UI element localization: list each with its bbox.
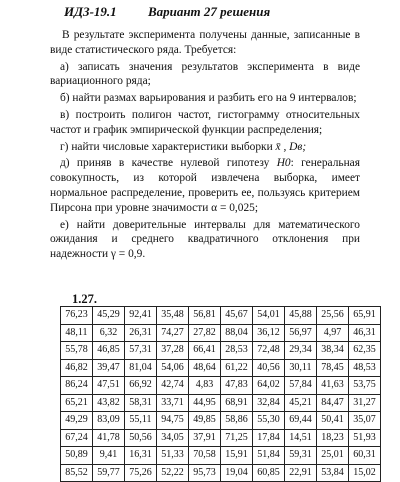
table-cell: 45,67 [221,307,253,325]
table-row [61,429,381,447]
table-row [61,412,381,430]
table-cell: 86,24 [61,377,93,395]
problem-statement [50,28,360,264]
table-cell: 46,85 [93,342,125,360]
table-cell: 52,22 [157,464,189,482]
table-cell: 65,91 [349,307,381,325]
data-table [60,306,381,482]
table-cell: 84,47 [317,394,349,412]
table-cell: 94,75 [157,412,189,430]
table-cell: 48,53 [349,359,381,377]
table-cell: 17,84 [253,429,285,447]
table-cell: 50,89 [61,447,93,465]
table-cell: 56,81 [189,307,221,325]
table-cell: 37,91 [189,429,221,447]
table-cell: 75,26 [125,464,157,482]
table-cell: 70,58 [189,447,221,465]
table-cell: 36,12 [253,324,285,342]
table-cell: 67,24 [61,429,93,447]
table-cell: 50,41 [317,412,349,430]
table-cell: 35,07 [349,412,381,430]
table-cell: 74,27 [157,324,189,342]
task-d [50,140,360,155]
table-cell: 56,97 [285,324,317,342]
table-cell: 65,21 [61,394,93,412]
task-a: а) записать значения результатов эксперимента в виде вариационного ряда; [50,60,360,88]
table-cell: 47,51 [93,377,125,395]
table-cell: 43,82 [93,394,125,412]
assignment-code: ИДЗ-19.1 [64,4,117,19]
table-cell: 78,45 [317,359,349,377]
table-cell: 14,51 [285,429,317,447]
table-row [61,377,381,395]
table-cell: 40,56 [253,359,285,377]
data-table-body [61,307,381,482]
table-cell: 29,34 [285,342,317,360]
table-cell: 6,32 [93,324,125,342]
table-cell: 45,21 [285,394,317,412]
table-cell: 92,41 [125,307,157,325]
table-cell: 60,31 [349,447,381,465]
table-cell: 51,93 [349,429,381,447]
table-cell: 62,35 [349,342,381,360]
table-cell: 16,31 [125,447,157,465]
table-cell: 41,78 [93,429,125,447]
table-cell: 71,25 [221,429,253,447]
table-cell: 95,73 [189,464,221,482]
table-cell: 59,77 [93,464,125,482]
table-cell: 66,92 [125,377,157,395]
table-cell: 48,64 [189,359,221,377]
table-cell: 25,01 [317,447,349,465]
table-cell: 51,84 [253,447,285,465]
table-cell: 55,11 [125,412,157,430]
table-cell: 72,48 [253,342,285,360]
table-cell: 64,02 [253,377,285,395]
table-cell: 49,85 [189,412,221,430]
table-cell: 57,84 [285,377,317,395]
table-cell: 48,11 [61,324,93,342]
section-number: 1.27. [72,292,97,306]
table-cell: 37,28 [157,342,189,360]
task-e-text: д) приняв в качестве нулевой гипотезу [60,157,277,170]
table-cell: 45,29 [93,307,125,325]
table-cell: 85,52 [61,464,93,482]
task-f: е) найти доверительные интервалы для математического ожидания и среднего квадратичного отклонения при надежности γ = 0,9. [50,218,360,261]
table-cell: 45,88 [285,307,317,325]
table-cell: 18,23 [317,429,349,447]
table-cell: 76,23 [61,307,93,325]
table-cell: 54,01 [253,307,285,325]
task-c: в) построить полигон частот, гистограмму относительных частот и график эмпирической функции распределения; [50,108,360,136]
table-cell: 57,31 [125,342,157,360]
table-row [61,447,381,465]
table-cell: 69,44 [285,412,317,430]
table-cell: 15,91 [221,447,253,465]
table-cell: 35,48 [157,307,189,325]
table-cell: 19,04 [221,464,253,482]
table-cell: 47,83 [221,377,253,395]
task-e-hypothesis: H0 [276,157,291,170]
table-cell: 25,56 [317,307,349,325]
table-row [61,394,381,412]
table-row [61,307,381,325]
table-row [61,464,381,482]
task-e [50,156,360,215]
table-cell: 33,71 [157,394,189,412]
table-row [61,359,381,377]
table-cell: 44,95 [189,394,221,412]
table-cell: 54,06 [157,359,189,377]
table-cell: 31,27 [349,394,381,412]
table-cell: 39,47 [93,359,125,377]
table-cell: 81,04 [125,359,157,377]
table-cell: 22,91 [285,464,317,482]
table-cell: 83,09 [93,412,125,430]
variant-title: Вариант 27 решения [147,4,271,19]
task-b: б) найти размах варьирования и разбить его на 9 интервалов; [60,92,357,105]
table-cell: 58,86 [221,412,253,430]
table-cell: 53,75 [349,377,381,395]
table-cell: 68,91 [221,394,253,412]
table-cell: 4,97 [317,324,349,342]
table-cell: 27,82 [189,324,221,342]
task-d-math: x̄ , Dв; [275,140,307,153]
task-e-rest: : генеральная совокупность, из которой извлечена выборка, имеет нормальное распределение, проверить ее, пользуясь критерием Пирсона при уровне значимости α = 0,025; [50,157,360,214]
table-cell: 49,29 [61,412,93,430]
table-cell: 55,78 [61,342,93,360]
task-d-text: г) найти числовые характеристики выборки [60,140,276,153]
table-cell: 4,83 [189,377,221,395]
table-cell: 41,63 [317,377,349,395]
table-row [61,324,381,342]
table-cell: 46,31 [349,324,381,342]
table-cell: 53,84 [317,464,349,482]
page-header [64,4,270,20]
table-cell: 9,41 [93,447,125,465]
intro-paragraph: В результате эксперимента получены данные, записанные в виде статистического ряда. Требуется: [50,29,360,56]
table-cell: 32,84 [253,394,285,412]
table-cell: 15,02 [349,464,381,482]
table-cell: 30,11 [285,359,317,377]
table-cell: 51,33 [157,447,189,465]
table-cell: 26,31 [125,324,157,342]
table-cell: 59,31 [285,447,317,465]
table-cell: 42,74 [157,377,189,395]
table-cell: 58,31 [125,394,157,412]
table-cell: 66,41 [189,342,221,360]
table-cell: 34,05 [157,429,189,447]
table-cell: 46,82 [61,359,93,377]
table-cell: 88,04 [221,324,253,342]
table-cell: 55,30 [253,412,285,430]
table-row [61,342,381,360]
table-cell: 61,22 [221,359,253,377]
table-cell: 38,34 [317,342,349,360]
table-cell: 60,85 [253,464,285,482]
table-cell: 28,53 [221,342,253,360]
table-cell: 50,56 [125,429,157,447]
